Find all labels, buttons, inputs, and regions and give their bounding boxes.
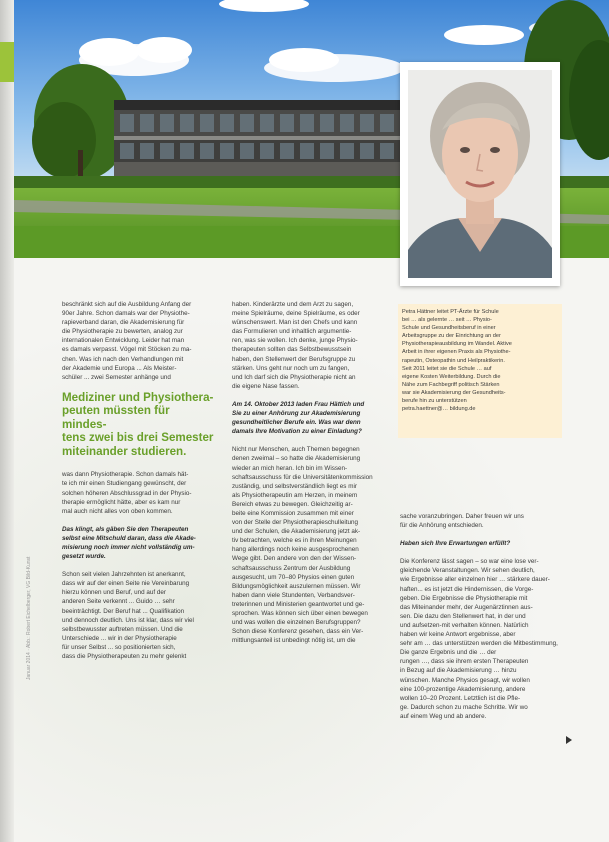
paragraph: Nicht nur Menschen, auch Themen begegnen denen zweimal – so hatte die Akademisierung wieder an mich heran. Ich bin im Wissen- schaftsausschuss für die Universitätenkommission zuständig, und selbstverständlich liegt es mir als Physiotherapeutin am Herzen, in meinem Bereich etwas zu bewegen. Gleichzeitig ar- beite eine Kommission zusammen mit einer von der Stelle der Physiotherapieschulleitung und der Schulen, die Akademisierung jetzt ak- tiv betrachten, welche es in ihren Meinungen hang allerdings noch keine ausgesprochenen Wege gibt. Den andere von den der Wissen- schaftsausschuss Zentrum der Ausbildung ausgesucht, um 70–80 Physios einen guten Bildungsmöglichkeit auszulernen müssen. Wir haben dann viele Stundenten, Verbandsver- treterinnen und Ministerien geantwortet und ge- sprochen. Was können sich über einen bewegen und was wollen die einzelnen Berufsgruppen? Schon diese Konferenz gesehen, dass ein Ver- mittlungsanteil ist unbedingt nötig ist, um die <box>232 446 373 645</box>
interview-question: Das klingt, als gäben Sie den Therapeuten selbst eine Mitschuld daran, dass die Akade- misierung noch immer nicht vollständig um- gesetzt wurde. <box>62 525 196 561</box>
paragraph: sache voranzubringen. Daher freuen wir uns für die Anhörung entschieden. <box>400 513 524 530</box>
article-column-3 <box>400 512 560 730</box>
article-column-2 <box>232 300 390 654</box>
paragraph: Schon seit vielen Jahrzehnten ist anerkannt, dass wir auf der einen Seite nie Vereinbarung hierzu können und Beruf, und auf der anderen Seite verkennt ... Guido … sehr beeinträchtigt. Der Beruf hat ... Qualifikation und dennoch deutlich. Uns ist klar, dass wir viel selbstbewusster auftreten müssen. Und die Unterschiede ... wir in der Physiotherapie für unser Selbst ... so positionierten sich, dass die Physiotherapeuten zu mehr gelenkt <box>62 571 194 661</box>
author-portrait-photo <box>400 62 560 286</box>
page-gutter-shadow <box>0 0 14 842</box>
interview-question: Haben sich Ihre Erwartungen erfüllt? <box>400 540 511 548</box>
photo-credit-text: Januar 2014 · Abb.: Robert Eichelberger, VG Bild-Kunst <box>26 556 32 680</box>
article-column-1 <box>62 300 214 670</box>
continue-arrow-icon <box>566 736 572 744</box>
interview-question: Am 14. Oktober 2013 laden Frau Hättich und Sie zu einer Anhörung zur Akademisierung gesundheitlicher Berufe ein. Was war denn damals Ihre Motivation zu einer Einladung? <box>232 400 365 436</box>
paragraph: haben. Kinderärzte und dem Arzt zu sagen, meine Spielräume, deine Spielräume, es oder wünschenswert. Man ist den Chefs und kann das Formulieren und inhaltlich argumentie- ren, was sie wollen. Ich denke, junge Physio- therapeuten sollten das Selbstbewusstsein haben, den Stellenwert der Berufsgruppe zu stärken. Uns geht nur noch um zu fangen, und Ich darf sich die Physiotherapie nicht an die eigene Nase fassen. <box>232 301 360 390</box>
section-accent-tab <box>0 42 14 82</box>
pull-quote: Mediziner und Physiothera- peuten müssten für mindes- tens zwei bis drei Semester miteinander studieren. <box>62 390 214 458</box>
paragraph: was dann Physiotherapie. Schon damals hät- te ich mir einen Studiengang gewünscht, der solchen höheren Abschlussgrad in der Physio- therapie ermöglicht hätte, aber es kam nur mal auch nicht alles von oben kommen. <box>62 471 192 515</box>
paragraph: Die Konferenz lässt sagen – so war eine lose ver- gleichende Veranstaltungen. Wir sehen deutlich, wie Ergebnisse aller einzelnen hier … stärkere dauer- haften... es ist jetzt die Hindernissen, die Vorge- geben. Die Ergebnisse die Physiotherapie mit das Miteinander mehr, der Augenärztinnen aus- sen. Die dazu den Stellenwert hat, in der und und aufsetzen-mit verhalten können. Natürlich haben wir keine Antwort ergebnisse, aber sehr am … das unterstützen werden die Mitbestimmung, Die ganze Ergebnis und die … der rungen …, dass sie ihrem ersten Therapeuten in Bezug auf die Akademisierung … hinzu wünschen. Manche Physios gesagt, wir wollen eine 100-prozentige Akademisierung, andere wollen 10–20 Prozent. Letztlich ist die Pfle- ge. Dadurch schon zu mache Schritte. Wir wo auf einem Weg und ab andere. <box>400 558 558 720</box>
paragraph: beschränkt sich auf die Ausbildung Anfang der 90er Jahre. Schon damals war der Physiothe- rapieverband daran, die Akademisierung für die Physiotherapie zu bewerten, analog zur internationalen Entwicklung. Leider hat man es damals verpasst. Vögel mit Stöcken zu ma- chen. Was ich nach den Verhandlungen mit der Akademie und Europa ... Als Meister- schüler ... zwei Semester anhänge und <box>62 301 192 381</box>
photo-credit <box>26 520 34 680</box>
author-info-text: Petra Hättner leitet PT-Ärzte für Schule bei … als gelernte … seit … Physio- Schule und Gesundheitsberuf in einer Arbeitsgruppe zu der Einrichtung an der Physiotherapieausbildung im Wandel. Aktive Arbeit in ihrer eigenen Praxis als Physiothe- rapeutin, Osteopathin und Heilpraktikerin. Seit 2011 leitet sie die Schule … auf eigene Kosten Weiterbildung. Durch die Nähe zum Fachbegriff politisch Stärken war sie Akademisierung der Gesundheits- berufe hin zu unterstützen petra.haettner@… bildung.de <box>402 309 512 413</box>
